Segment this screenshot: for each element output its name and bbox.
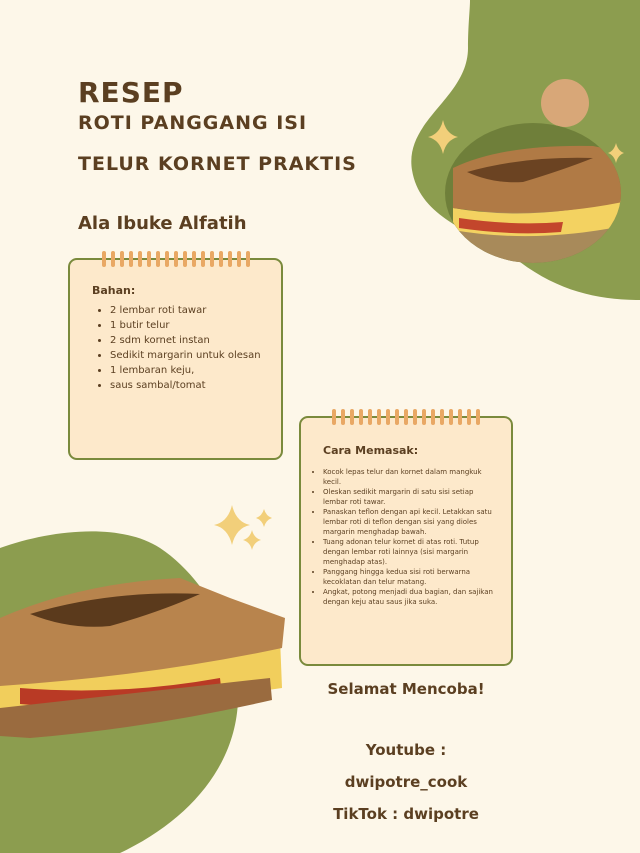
ingredients-card: [68, 258, 283, 460]
method-step: • Oleskan sedikit margarin di satu sisi setiap lembar roti tawar.: [323, 487, 499, 507]
method-card: [299, 416, 513, 666]
ingredient-item: • 2 lembar roti tawar: [110, 303, 281, 318]
sandwich-photo-top: [443, 122, 623, 264]
sparkle-mid-small: [256, 509, 272, 527]
sandwich-photo-bottom: [0, 578, 290, 743]
accent-circle: [541, 79, 589, 127]
ingredients-title: Bahan:: [92, 284, 136, 297]
ingredient-item: • 1 butir telur: [110, 318, 281, 333]
method-step: • Panggang hingga kedua sisi roti berwarna kecoklatan dan telur matang.: [323, 567, 499, 587]
youtube-label: Youtube :: [365, 741, 447, 759]
method-steps-list: [313, 467, 499, 607]
method-title: Cara Memasak:: [323, 444, 419, 457]
ingredient-item: • saus sambal/tomat: [110, 378, 281, 393]
recipe-author: Ala Ibuke Alfatih: [78, 213, 247, 234]
closing-message: Selamat Mencoba!: [327, 680, 485, 698]
method-step: • Kocok lepas telur dan kornet dalam mangkuk kecil.: [323, 467, 499, 487]
sparkle-mid-large: [214, 505, 250, 545]
ingredient-item: • Sedikit margarin untuk olesan: [110, 348, 281, 363]
ingredients-list: [92, 303, 281, 393]
ingredient-item: • 1 lembaran keju,: [110, 363, 281, 378]
recipe-title-line-2: TELUR KORNET PRAKTIS: [78, 153, 357, 175]
method-step: • Angkat, potong menjadi dua bagian, dan sajikan dengan keju atau saus jika suka.: [323, 587, 499, 607]
ingredient-item: • 2 sdm kornet instan: [110, 333, 281, 348]
ingredients-card-spiral: [70, 251, 281, 267]
method-step: • Panaskan teflon dengan api kecil. Letakkan satu lembar roti di teflon dengan sisi yang dioles margarin menghadap bawah.: [323, 507, 499, 537]
method-step: • Tuang adonan telur kornet di atas roti. Tutup dengan lembar roti lainnya (sisi margarin menghadap atas).: [323, 537, 499, 567]
recipe-label: RESEP: [78, 76, 184, 109]
recipe-title-line-1: ROTI PANGGANG ISI: [78, 112, 308, 134]
youtube-handle: dwipotre_cook: [344, 773, 468, 791]
tiktok-handle: TikTok : dwipotre: [333, 805, 479, 823]
sparkle-mid-tiny: [243, 530, 261, 550]
method-card-spiral: [301, 409, 511, 425]
